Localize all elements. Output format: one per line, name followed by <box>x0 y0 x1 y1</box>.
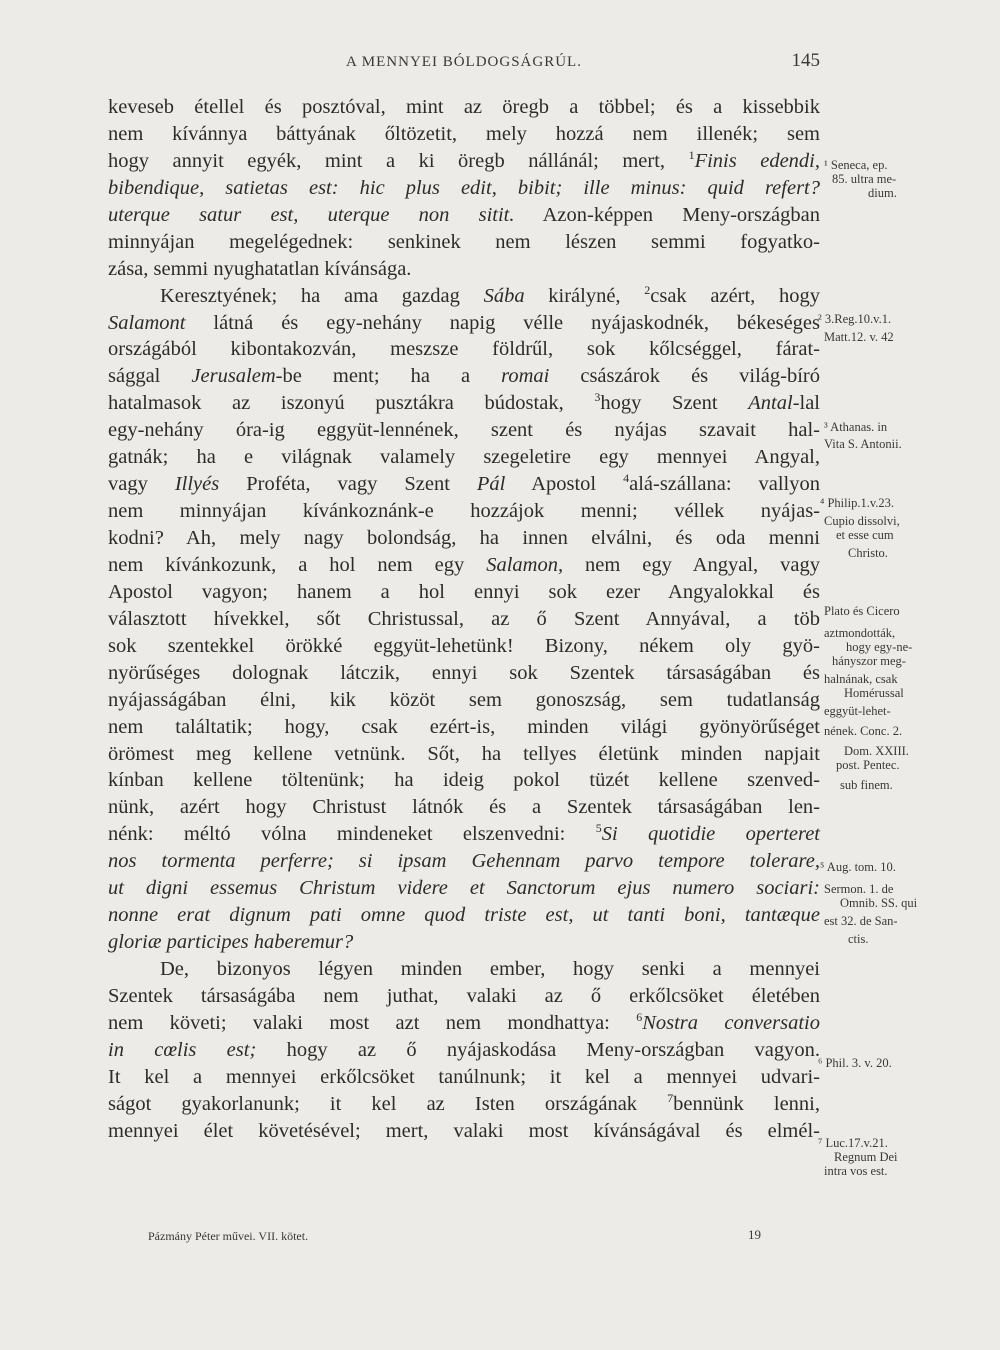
text-line: Szentek társaságába nem juthat, valaki az ő erkőlcsöket életében <box>108 984 820 1007</box>
margin-note: ⁵ Aug. tom. 10. Sermon. 1. de Omnib. SS. qui est 32. de San- ctis. <box>820 860 918 946</box>
margin-note: ² 3.Reg.10.v.1. Matt.12. v. 42 <box>818 312 894 344</box>
running-title: A MENNYEI BÓLDOGSÁGRÚL. <box>346 54 582 70</box>
text-line: nem minnyájan kívánkoznánk-e hozzájok menni; véllek nyájas- <box>108 500 820 523</box>
margin-note: ¹ Seneca, ep. 85. ultra me- dium. <box>824 158 897 200</box>
text-line: nem kívánkozunk, a hol nem egy Salamon, nem egy Angyal, vagy <box>108 553 820 576</box>
margin-note: ³ Athanas. in Vita S. Antonii. <box>824 420 902 451</box>
footnote-mark: 3 <box>594 390 601 405</box>
text-line: nem kívánnya báttyának őltözetit, mely hozzá nem illenék; sem <box>108 122 820 145</box>
footer-signature: Pázmány Péter művei. VII. kötet. <box>148 1229 309 1243</box>
margin-note: ⁷ Luc.17.v.21. Regnum Dei intra vos est. <box>818 1136 898 1178</box>
margin-note: ⁴ Philip.1.v.23. Cupio dissolvi, et esse cum Christo. <box>820 496 900 560</box>
text-line: nonne erat dignum pati omne quod triste est, ut tanti boni, tantæque <box>108 904 820 927</box>
text-line: nyörűséges dolognak látczik, ennyi sok Szentek társaságában és <box>108 661 820 684</box>
signature-mark: 19 <box>748 1227 761 1242</box>
text-line: országából kibontakozván, meszsze földrűl, sok kőlcséggel, fárat- <box>108 338 820 361</box>
text-line: sok szentekkel örökké eggyüt-lehetünk! Bizony, nékem oly gyö- <box>108 634 820 657</box>
footnote-mark: 7 <box>667 1090 674 1105</box>
text-line: ságot gyakorlanunk; it kel az Isten országának $^7$bennünk lenni, <box>108 1090 820 1115</box>
text-line: választott hívekkel, sőt Christussal, az ő Szent Annyával, a töb <box>108 607 820 630</box>
text-line: Salamont látná és egy-nehány napig vélle nyájaskodnék, békeséges <box>108 311 820 334</box>
text-line: nem követi; valaki most azt nem mondhattya: $^6$Nostra conversatio <box>108 1009 821 1034</box>
text-line: gatnák; ha e világnak valamely szegeletire egy mennyei Angyal, <box>108 446 820 469</box>
text-line: nos tormenta perferre; si ipsam Gehennam parvo tempore tolerare, <box>108 850 820 873</box>
text-line: minnyájan megelégednek: senkinek nem lészen semmi fogyatko- <box>108 230 820 253</box>
text-line: örömest meg kellene vetnünk. Sőt, ha tellyes életünk minden napjait <box>108 742 820 765</box>
text-line: kodni? Ah, mely nagy bolondság, ha innen elválni, és oda menni <box>108 527 820 549</box>
running-head <box>108 50 820 74</box>
text-line: uterque satur est, uterque non sitit. Azon-képpen Meny-országban <box>108 203 820 226</box>
text-line: hatalmasok az iszonyú pusztákra búdostak, $^3$hogy Szent Antal-lal <box>108 390 821 415</box>
text-line: ut digni essemus Christum videre et Sanctorum ejus numero sociari: <box>108 877 820 900</box>
text-line: nyájasságában élni, kik közöt sem gonoszság, sem tudatlanság <box>108 688 820 711</box>
text-line: hogy annyit egyék, mint a ki öregb nállánál; mert, $^1$Finis edendi, <box>108 147 820 172</box>
margin-note: Plato és Cicero aztmondották, hogy egy-ne- hányszor meg- halnának, csak Homérussal eggyüt-lehet- nének. Conc. 2. Dom. XXIII. post. Pentec. sub finem. <box>824 604 913 792</box>
text-line: It kel a mennyei erkőlcsöket tanúlnunk; it kel a mennyei udvari- <box>108 1065 820 1088</box>
text-line: keveseb étellel és posztóval, mint az öregb a többel; és a kissebbik <box>108 96 820 118</box>
text-line: bibendique, satietas est: hic plus edit, bibit; ille minus: quid refert? <box>108 176 820 199</box>
footnote-mark: 2 <box>644 282 651 297</box>
footnote-mark: 4 <box>623 471 630 486</box>
page-number: 145 <box>791 50 820 71</box>
footnote-mark: 6 <box>636 1009 643 1024</box>
footnote-mark: 5 <box>595 821 602 836</box>
text-line: gloriæ participes haberemur? <box>108 931 354 954</box>
text-line: nem találtatik; hogy, csak ezért-is, minden világi gyönyörűséget <box>108 715 820 738</box>
text-line: De, bizonyos légyen minden ember, hogy senki a mennyei <box>160 958 820 980</box>
text-line: Apostol vagyon; hanem a hol ennyi sok ezer Angyalokkal és <box>108 580 820 603</box>
text-line: egy-nehány óra-ig eggyüt-lennének, szent és nyájas szavait hal- <box>108 419 820 442</box>
text-line: sággal Jerusalem-be ment; ha a romai császárok és világ-bíró <box>108 365 821 388</box>
text-line: Keresztyének; ha ama gazdag Sába királyné, $^2$csak azért, hogy <box>160 282 821 307</box>
text-line: zása, semmi nyughatatlan kívánsága. <box>108 257 412 280</box>
text-line: vagy Illyés Proféta, vagy Szent Pál Apostol $^4$alá-szállana: vallyon <box>108 471 820 496</box>
text-line: nünk, azért hogy Christust látnók és a Szentek társaságában len- <box>108 796 820 819</box>
footnote-mark: 1 <box>688 147 695 162</box>
text-line: nénk: méltó vólna mindeneket elszenvedni: $^5$Si quotidie operteret <box>108 821 820 846</box>
margin-note: ⁶ Phil. 3. v. 20. <box>818 1056 892 1070</box>
text-line: kínban kellene töltenünk; ha ideig pokol tüzét kellene szenved- <box>108 769 820 792</box>
text-line: mennyei élet követésével; mert, valaki most kívánságával és elmél- <box>108 1119 820 1142</box>
body-text <box>108 94 820 1145</box>
text-line: in cœlis est; hogy az ő nyájaskodása Meny-országban vagyon. <box>108 1038 820 1061</box>
